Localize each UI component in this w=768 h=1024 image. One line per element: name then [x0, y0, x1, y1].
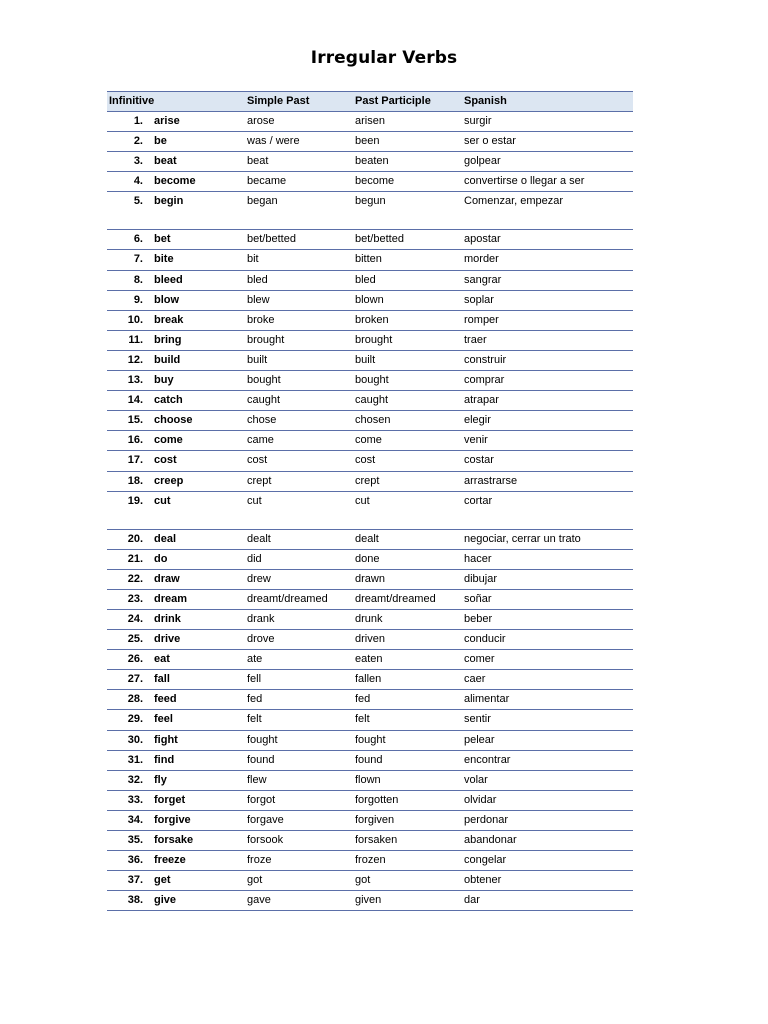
- past-participle-cell: got: [355, 874, 371, 887]
- simple-past-cell: found: [247, 753, 275, 766]
- row-number: 3.: [133, 155, 143, 168]
- row-number: 7.: [133, 253, 143, 266]
- row-number: 13.: [127, 374, 143, 387]
- table-row: [107, 132, 633, 152]
- spanish-cell: surgir: [464, 115, 492, 127]
- row-number: 12.: [127, 353, 143, 366]
- row-number: 29.: [127, 713, 143, 726]
- infinitive-cell: eat: [154, 653, 170, 666]
- simple-past-cell: did: [247, 552, 262, 565]
- table-row: [107, 112, 633, 132]
- simple-past-cell: drove: [247, 633, 275, 646]
- simple-past-cell: got: [247, 874, 263, 887]
- past-participle-cell: found: [355, 753, 383, 766]
- spanish-cell: volar: [464, 773, 488, 786]
- spanish-cell: apostar: [464, 233, 501, 246]
- row-number: 20.: [127, 532, 143, 545]
- simple-past-cell: built: [247, 353, 268, 366]
- row-number: 32.: [127, 773, 143, 786]
- simple-past-cell: crept: [247, 474, 272, 487]
- past-participle-cell: fed: [355, 693, 371, 706]
- infinitive-cell: break: [154, 313, 184, 326]
- simple-past-cell: dreamt/dreamed: [247, 592, 328, 605]
- past-participle-cell: fought: [355, 733, 386, 746]
- simple-past-cell: cost: [247, 454, 268, 467]
- row-number: 4.: [133, 175, 143, 188]
- spanish-cell: comer: [464, 653, 495, 666]
- infinitive-cell: give: [154, 894, 177, 907]
- infinitive-cell: forgive: [154, 813, 191, 826]
- spanish-cell: negociar, cerrar un trato: [464, 532, 581, 545]
- header-simple-past: Simple Past: [247, 95, 310, 107]
- simple-past-cell: arose: [247, 115, 275, 127]
- past-participle-cell: dealt: [355, 532, 379, 545]
- spanish-cell: alimentar: [464, 693, 510, 706]
- infinitive-cell: creep: [154, 474, 184, 487]
- row-number: 1.: [133, 115, 143, 127]
- table-row: [107, 871, 633, 891]
- table-row: [107, 431, 633, 451]
- table-row: [107, 891, 633, 911]
- past-participle-cell: felt: [355, 713, 370, 726]
- row-number: 25.: [127, 633, 143, 646]
- infinitive-cell: choose: [154, 414, 193, 427]
- spanish-cell: dar: [464, 894, 480, 907]
- spanish-cell: abandonar: [464, 834, 517, 846]
- spanish-cell: cortar: [464, 494, 493, 507]
- table-row: [107, 311, 633, 331]
- table-row: [107, 351, 633, 371]
- header-spanish: Spanish: [464, 95, 507, 107]
- table-row: [107, 152, 633, 172]
- row-number: 15.: [127, 414, 143, 427]
- past-participle-cell: come: [355, 434, 382, 447]
- table-row: [107, 771, 633, 791]
- spanish-cell: romper: [464, 313, 499, 326]
- past-participle-cell: blown: [355, 293, 384, 306]
- spanish-cell: atrapar: [464, 394, 499, 407]
- row-number: 23.: [127, 592, 143, 605]
- infinitive-cell: bet: [154, 233, 171, 246]
- spanish-cell: elegir: [464, 414, 491, 427]
- simple-past-cell: caught: [247, 394, 281, 407]
- spanish-cell: sangrar: [464, 273, 502, 286]
- simple-past-cell: broke: [247, 313, 275, 326]
- simple-past-cell: brought: [247, 333, 285, 346]
- table-row: [107, 472, 633, 492]
- past-participle-cell: become: [355, 175, 395, 188]
- simple-past-cell: bet/betted: [247, 233, 296, 246]
- table-row: [107, 630, 633, 650]
- simple-past-cell: was / were: [247, 135, 300, 148]
- past-participle-cell: crept: [355, 474, 380, 487]
- simple-past-cell: blew: [247, 293, 270, 306]
- row-number: 33.: [127, 793, 143, 806]
- infinitive-cell: build: [154, 353, 181, 366]
- infinitive-cell: dream: [154, 592, 188, 605]
- spanish-cell: hacer: [464, 552, 492, 565]
- infinitive-cell: buy: [154, 374, 174, 387]
- simple-past-cell: bit: [247, 253, 259, 266]
- infinitive-cell: bite: [154, 253, 174, 266]
- row-number: 28.: [127, 693, 143, 706]
- row-number: 36.: [127, 854, 143, 867]
- header-infinitive: Infinitive: [109, 95, 155, 107]
- past-participle-cell: forgiven: [355, 813, 395, 826]
- past-participle-cell: drawn: [355, 572, 385, 585]
- row-number: 18.: [127, 474, 143, 487]
- simple-past-cell: fell: [247, 673, 262, 686]
- infinitive-cell: feed: [154, 693, 177, 706]
- row-number: 24.: [127, 612, 143, 625]
- infinitive-cell: become: [154, 175, 196, 188]
- row-number: 19.: [127, 494, 143, 507]
- row-number: 5.: [133, 195, 143, 208]
- past-participle-cell: built: [355, 353, 376, 366]
- row-number: 16.: [127, 434, 143, 447]
- simple-past-cell: began: [247, 195, 278, 208]
- spanish-cell: ser o estar: [464, 135, 516, 148]
- past-participle-cell: beaten: [355, 155, 389, 168]
- spanish-cell: conducir: [464, 633, 506, 646]
- spanish-cell: construir: [464, 353, 507, 366]
- spanish-cell: soplar: [464, 293, 494, 306]
- simple-past-cell: forsook: [247, 834, 284, 846]
- spanish-cell: golpear: [464, 155, 501, 168]
- row-number: 26.: [127, 653, 143, 666]
- spanish-cell: convertirse o llegar a ser: [464, 175, 585, 188]
- past-participle-cell: arisen: [355, 115, 385, 127]
- past-participle-cell: been: [355, 135, 380, 148]
- header-past-participle: Past Participle: [355, 95, 431, 107]
- spanish-cell: Comenzar, empezar: [464, 195, 564, 208]
- table-row: [107, 411, 633, 431]
- infinitive-cell: find: [154, 753, 175, 766]
- infinitive-cell: be: [154, 135, 167, 148]
- past-participle-cell: cost: [355, 454, 376, 467]
- simple-past-cell: came: [247, 434, 274, 447]
- table-row: [107, 731, 633, 751]
- infinitive-cell: arise: [154, 115, 180, 127]
- spanish-cell: olvidar: [464, 793, 497, 806]
- past-participle-cell: drunk: [355, 612, 383, 625]
- past-participle-cell: bitten: [355, 253, 382, 266]
- spanish-cell: encontrar: [464, 753, 511, 766]
- simple-past-cell: drew: [247, 572, 271, 585]
- past-participle-cell: bled: [355, 273, 376, 286]
- spanish-cell: beber: [464, 612, 493, 625]
- past-participle-cell: begun: [355, 195, 386, 208]
- past-participle-cell: caught: [355, 394, 389, 407]
- table-row: [107, 751, 633, 771]
- page-title: Irregular Verbs: [310, 48, 458, 68]
- table-row: [107, 172, 633, 192]
- infinitive-cell: feel: [154, 713, 173, 726]
- row-number: 6.: [133, 233, 143, 246]
- simple-past-cell: fought: [247, 733, 278, 746]
- simple-past-cell: flew: [247, 773, 267, 786]
- table-row: [107, 530, 633, 550]
- row-number: 37.: [127, 874, 143, 887]
- row-number: 31.: [127, 753, 143, 766]
- infinitive-cell: get: [154, 874, 171, 887]
- spanish-cell: traer: [464, 333, 487, 346]
- table-row: [107, 230, 633, 250]
- row-number: 9.: [133, 293, 143, 306]
- infinitive-cell: drive: [154, 633, 181, 646]
- spanish-cell: morder: [464, 253, 499, 266]
- row-number: 34.: [127, 813, 143, 826]
- past-participle-cell: done: [355, 552, 380, 565]
- table-row: [107, 331, 633, 351]
- spanish-cell: soñar: [464, 592, 492, 605]
- past-participle-cell: forgotten: [355, 793, 399, 806]
- simple-past-cell: ate: [247, 653, 263, 666]
- past-participle-cell: bought: [355, 374, 389, 387]
- spanish-cell: obtener: [464, 874, 502, 887]
- past-participle-cell: bet/betted: [355, 233, 404, 246]
- table-row: [107, 271, 633, 291]
- table-row: [107, 451, 633, 471]
- simple-past-cell: chose: [247, 414, 277, 427]
- infinitive-cell: cost: [154, 454, 177, 467]
- row-number: 27.: [127, 673, 143, 686]
- simple-past-cell: fed: [247, 693, 263, 706]
- row-number: 35.: [127, 834, 143, 846]
- past-participle-cell: driven: [355, 633, 385, 646]
- simple-past-cell: became: [247, 175, 287, 188]
- simple-past-cell: bled: [247, 273, 268, 286]
- simple-past-cell: bought: [247, 374, 281, 387]
- table-row: [107, 670, 633, 690]
- table-row: [107, 550, 633, 570]
- spanish-cell: venir: [464, 434, 488, 447]
- spanish-cell: arrastrarse: [464, 474, 518, 487]
- verbs-table: [107, 91, 633, 911]
- row-number: 14.: [127, 394, 143, 407]
- table-row: [107, 291, 633, 311]
- past-participle-cell: broken: [355, 313, 389, 326]
- row-number: 38.: [127, 894, 143, 907]
- table-row: [107, 391, 633, 411]
- row-number: 21.: [127, 552, 143, 565]
- infinitive-cell: begin: [154, 195, 184, 208]
- table-row: [107, 250, 633, 270]
- spanish-cell: pelear: [464, 733, 495, 746]
- row-number: 10.: [127, 313, 143, 326]
- row-number: 2.: [133, 135, 143, 148]
- spanish-cell: caer: [464, 673, 486, 686]
- simple-past-cell: felt: [247, 713, 262, 726]
- past-participle-cell: brought: [355, 333, 393, 346]
- simple-past-cell: forgave: [247, 813, 284, 826]
- spanish-cell: perdonar: [464, 813, 509, 826]
- table-row: [107, 371, 633, 391]
- infinitive-cell: forget: [154, 793, 186, 806]
- table-row: [107, 791, 633, 811]
- simple-past-cell: drank: [247, 612, 275, 625]
- past-participle-cell: eaten: [355, 653, 383, 666]
- past-participle-cell: chosen: [355, 414, 391, 427]
- past-participle-cell: cut: [355, 494, 370, 507]
- spanish-cell: costar: [464, 454, 494, 467]
- row-number: 22.: [127, 572, 143, 585]
- table-row: [107, 590, 633, 610]
- infinitive-cell: freeze: [154, 854, 186, 867]
- table-row: [107, 570, 633, 590]
- past-participle-cell: dreamt/dreamed: [355, 592, 436, 605]
- table-row: [107, 192, 633, 230]
- table-row: [107, 610, 633, 630]
- past-participle-cell: forsaken: [355, 834, 398, 846]
- spanish-cell: dibujar: [464, 572, 498, 585]
- table-row: [107, 710, 633, 730]
- infinitive-cell: beat: [154, 155, 177, 168]
- spanish-cell: sentir: [464, 713, 491, 726]
- simple-past-cell: forgot: [247, 793, 276, 806]
- spanish-cell: comprar: [464, 374, 505, 387]
- row-number: 11.: [128, 333, 143, 346]
- infinitive-cell: come: [154, 434, 183, 447]
- past-participle-cell: given: [355, 894, 382, 907]
- row-number: 8.: [133, 273, 143, 286]
- infinitive-cell: fall: [154, 673, 170, 686]
- table-row: [107, 492, 633, 530]
- infinitive-cell: bring: [154, 333, 182, 346]
- table-header-row: [107, 91, 633, 112]
- simple-past-cell: cut: [247, 494, 262, 507]
- infinitive-cell: drink: [154, 612, 181, 625]
- infinitive-cell: do: [154, 552, 168, 565]
- infinitive-cell: blow: [154, 293, 180, 306]
- table-row: [107, 851, 633, 871]
- infinitive-cell: bleed: [154, 273, 183, 286]
- simple-past-cell: gave: [247, 894, 271, 907]
- infinitive-cell: draw: [154, 572, 180, 585]
- table-row: [107, 831, 633, 851]
- simple-past-cell: froze: [247, 854, 272, 867]
- infinitive-cell: cut: [154, 494, 171, 507]
- infinitive-cell: deal: [154, 532, 177, 545]
- row-number: 30.: [127, 733, 143, 746]
- infinitive-cell: forsake: [154, 834, 194, 846]
- table-row: [107, 811, 633, 831]
- past-participle-cell: fallen: [355, 673, 382, 686]
- past-participle-cell: flown: [355, 773, 381, 786]
- simple-past-cell: dealt: [247, 532, 271, 545]
- infinitive-cell: fly: [154, 773, 167, 786]
- spanish-cell: congelar: [464, 854, 507, 867]
- row-number: 17.: [127, 454, 143, 467]
- table-row: [107, 690, 633, 710]
- infinitive-cell: catch: [154, 394, 183, 407]
- past-participle-cell: frozen: [355, 854, 386, 867]
- infinitive-cell: fight: [154, 733, 178, 746]
- table-row: [107, 650, 633, 670]
- simple-past-cell: beat: [247, 155, 269, 168]
